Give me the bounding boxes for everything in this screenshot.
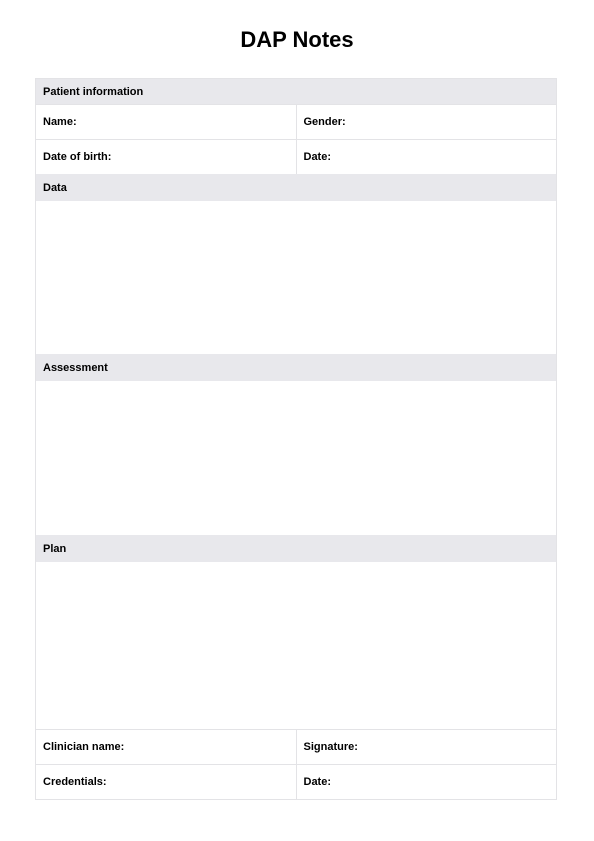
- section-header-assessment: Assessment: [36, 354, 556, 381]
- clinician-row-2: [36, 764, 556, 799]
- dap-form: [35, 78, 557, 800]
- page-title: DAP Notes: [240, 27, 354, 52]
- clinician-name-field[interactable]: Clinician name:: [36, 729, 296, 764]
- patient-row-2: [36, 139, 556, 174]
- section-header-plan: Plan: [36, 535, 556, 562]
- section-header-patient-information: Patient information: [36, 79, 556, 104]
- date-of-birth-field[interactable]: Date of birth:: [36, 139, 296, 174]
- patient-row-1: [36, 104, 556, 139]
- gender-field[interactable]: Gender:: [296, 104, 557, 139]
- assessment-text-area[interactable]: [36, 381, 556, 535]
- signature-field[interactable]: Signature:: [296, 729, 557, 764]
- clinician-date-field[interactable]: Date:: [296, 764, 557, 799]
- plan-text-area[interactable]: [36, 562, 556, 729]
- name-field[interactable]: Name:: [36, 104, 296, 139]
- credentials-field[interactable]: Credentials:: [36, 764, 296, 799]
- clinician-row-1: [36, 729, 556, 764]
- data-text-area[interactable]: [36, 201, 556, 354]
- patient-date-field[interactable]: Date:: [296, 139, 557, 174]
- section-header-data: Data: [36, 174, 556, 201]
